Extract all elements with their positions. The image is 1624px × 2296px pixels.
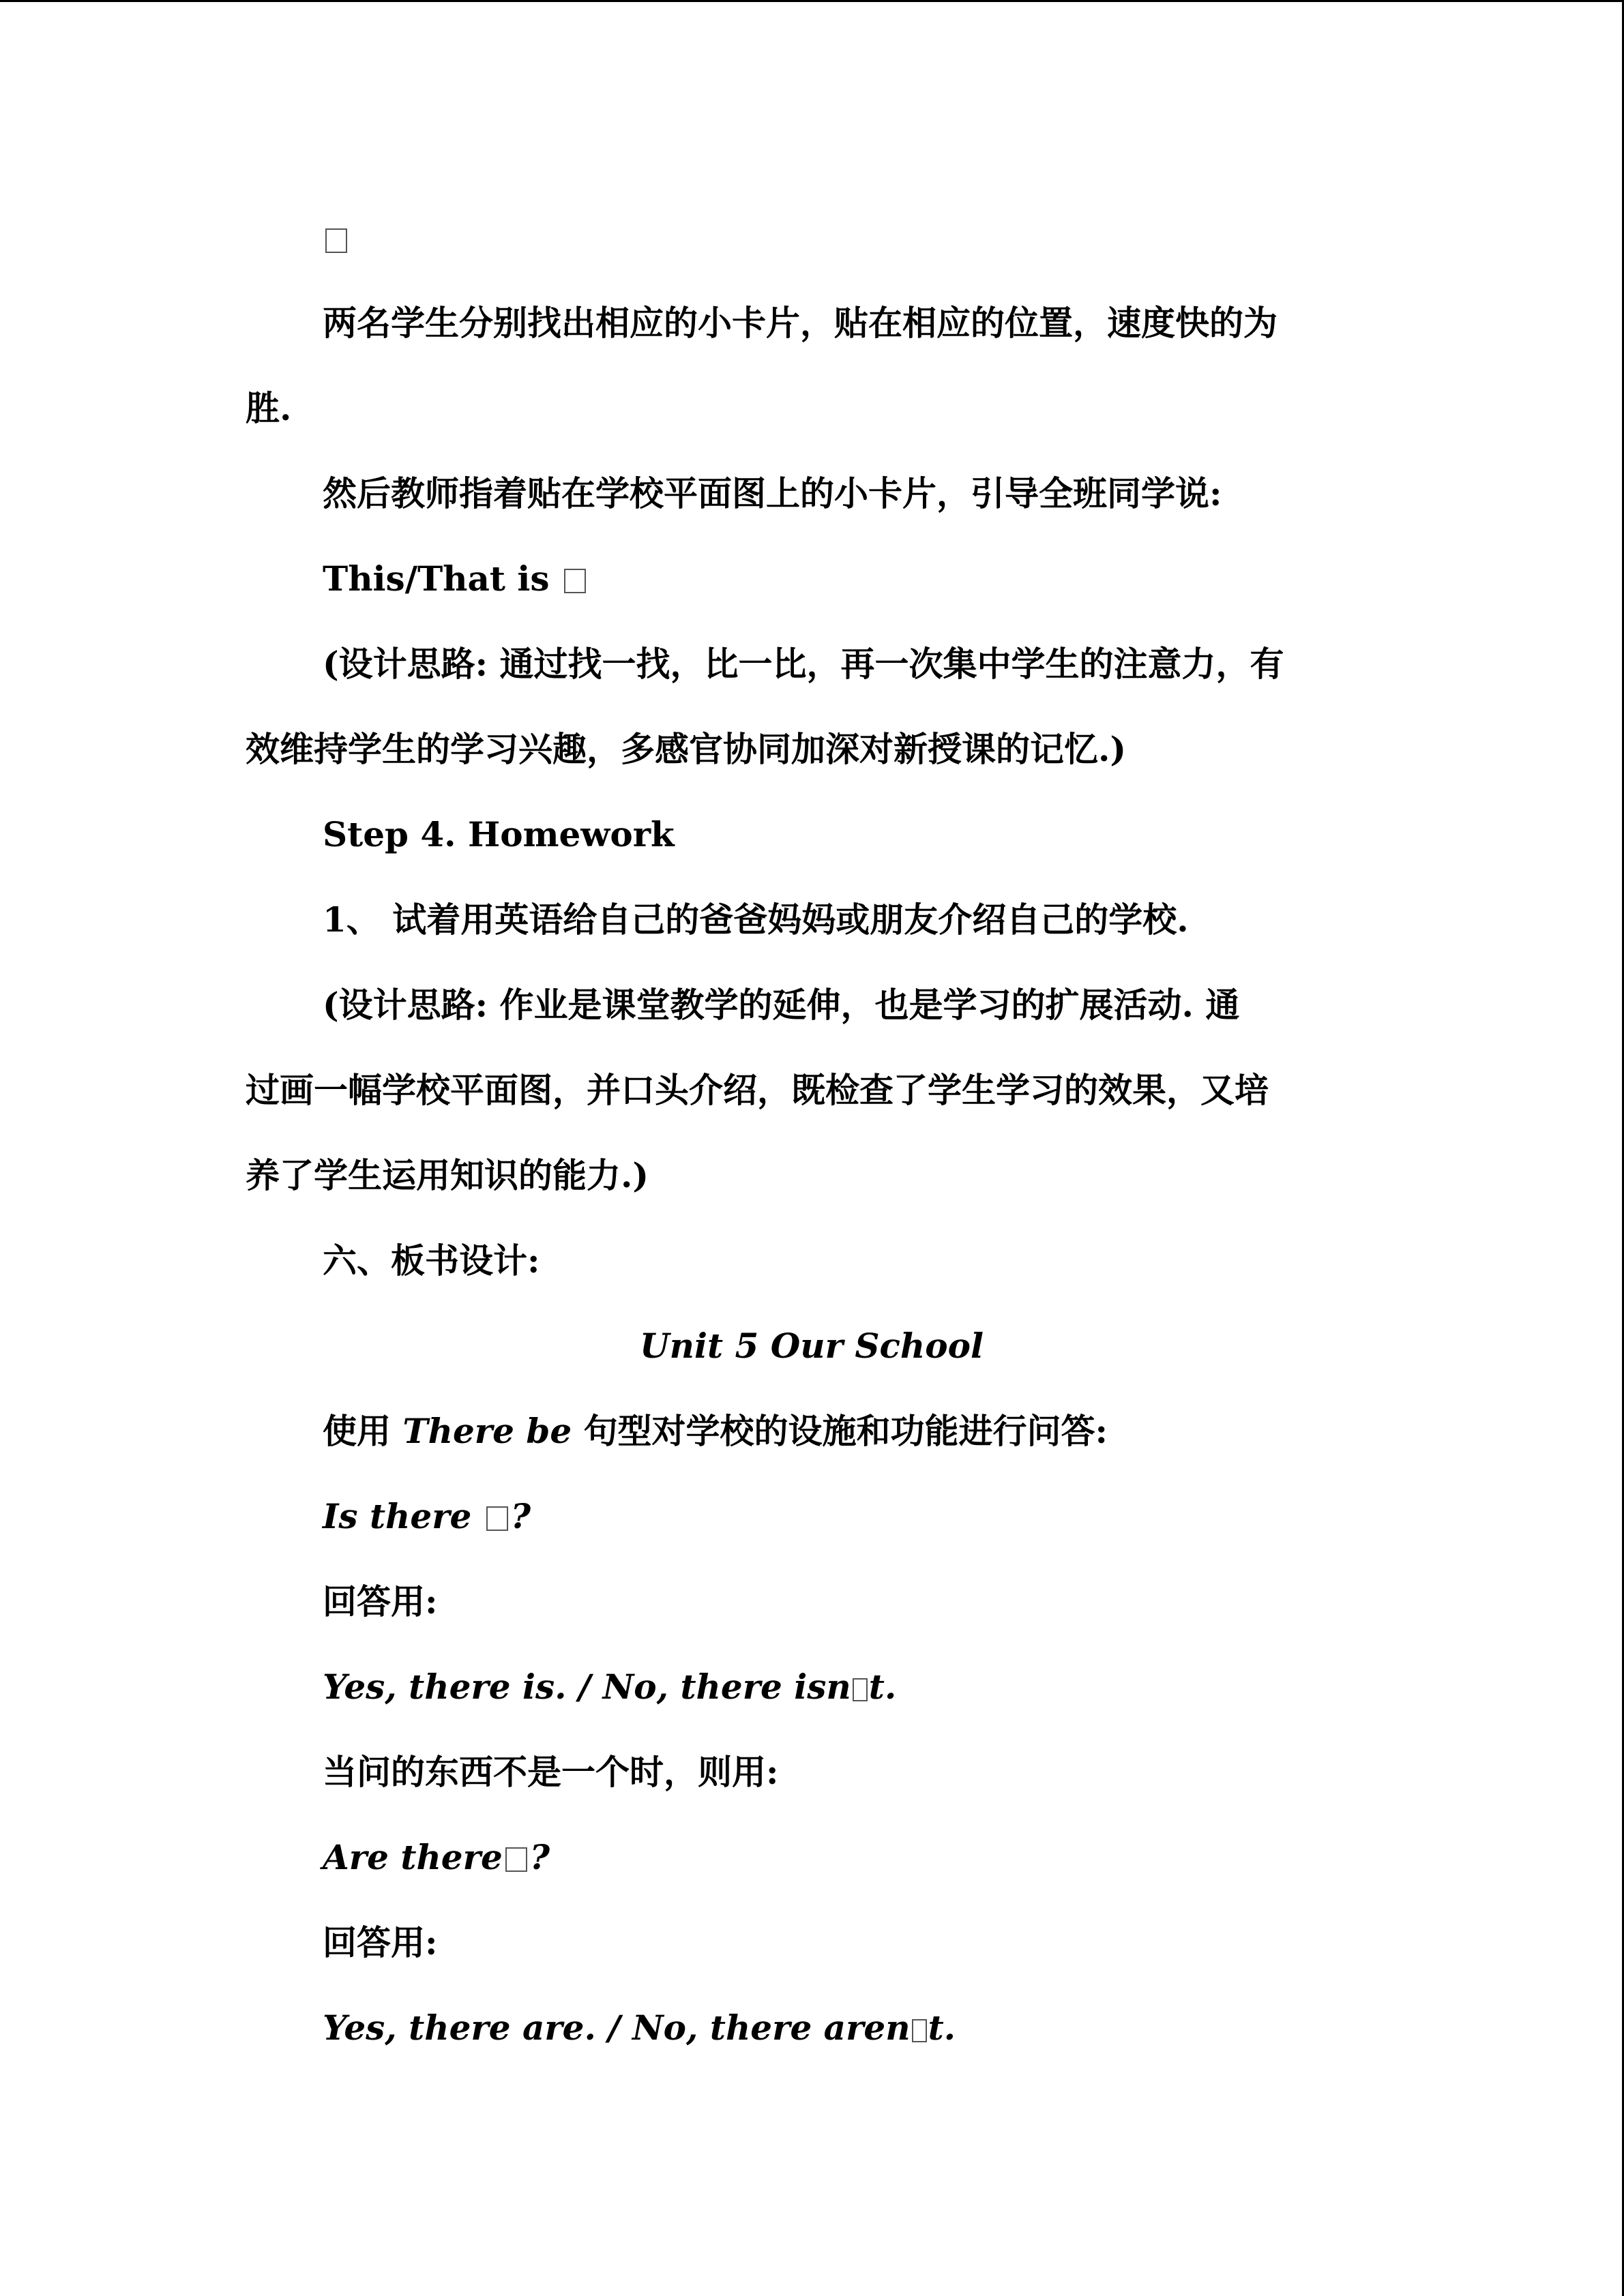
page-top-border — [0, 0, 1624, 2]
paragraph-card-task-line1: 两名学生分别找出相应的小卡片，贴在相应的位置，速度快的为 — [323, 303, 1278, 343]
answer-are-there-ending: t. — [928, 2008, 956, 2048]
homework-item-1: 1、 试着用英语给自己的爸爸妈妈或朋友介绍自己的学校. — [323, 899, 1189, 940]
question-is-there — [323, 1495, 531, 1538]
placeholder-box-icon — [564, 569, 586, 593]
sentence-this-that-text: This/That is — [323, 558, 550, 599]
there-be-instruction — [323, 1410, 1108, 1453]
answer-is-there-text: Yes, there is. / No, there isn — [323, 1667, 851, 1707]
there-be-pattern: There be — [402, 1411, 572, 1451]
question-are-there-text: Are there — [323, 1837, 503, 1877]
paragraph-card-task-line2: 胜. — [246, 388, 292, 428]
there-be-instruction-suffix: 句型对学校的设施和功能进行问答: — [583, 1411, 1108, 1451]
question-mark: ? — [529, 1837, 550, 1877]
answer-are-there-text: Yes, there are. / No, there aren — [323, 2008, 911, 2048]
answer-is-there — [323, 1665, 896, 1709]
unit-title: Unit 5 Our School — [640, 1326, 984, 1366]
placeholder-box-icon — [486, 1506, 508, 1531]
design-note-1-line2: 效维持学生的学习兴趣，多感官协同加深对新授课的记忆.) — [246, 729, 1127, 769]
plural-note: 当问的东西不是一个时，则用: — [323, 1752, 779, 1792]
apostrophe-placeholder-icon — [853, 1678, 868, 1701]
paragraph-teacher-guide: 然后教师指着贴在学校平面图上的小卡片，引导全班同学说: — [323, 473, 1222, 513]
placeholder-line — [323, 217, 350, 260]
answer-label-plural: 回答用: — [323, 1922, 438, 1963]
answer-label-singular: 回答用: — [323, 1581, 438, 1622]
question-are-there — [323, 1836, 550, 1879]
placeholder-box-icon — [505, 1847, 527, 1872]
answer-are-there — [323, 2006, 956, 2050]
there-be-instruction-prefix: 使用 — [323, 1411, 391, 1451]
question-is-there-text: Is there — [323, 1496, 472, 1536]
apostrophe-placeholder-icon — [912, 2019, 927, 2042]
design-note-2-line1: (设计思路: 作业是课堂教学的延伸，也是学习的扩展活动. 通 — [323, 985, 1240, 1025]
design-note-2-line2: 过画一幅学校平面图，并口头介绍，既检查了学生学习的效果，又培 — [246, 1070, 1269, 1110]
sentence-this-that — [323, 557, 589, 601]
step4-heading: Step 4. Homework — [323, 814, 675, 854]
design-note-1-line1: (设计思路: 通过找一找，比一比，再一次集中学生的注意力，有 — [323, 644, 1284, 684]
placeholder-box-icon — [325, 228, 347, 253]
design-note-2-line3: 养了学生运用知识的能力.) — [246, 1155, 649, 1195]
question-mark: ? — [510, 1496, 531, 1536]
answer-is-there-ending: t. — [868, 1667, 897, 1707]
board-design-heading: 六、板书设计: — [323, 1240, 540, 1281]
